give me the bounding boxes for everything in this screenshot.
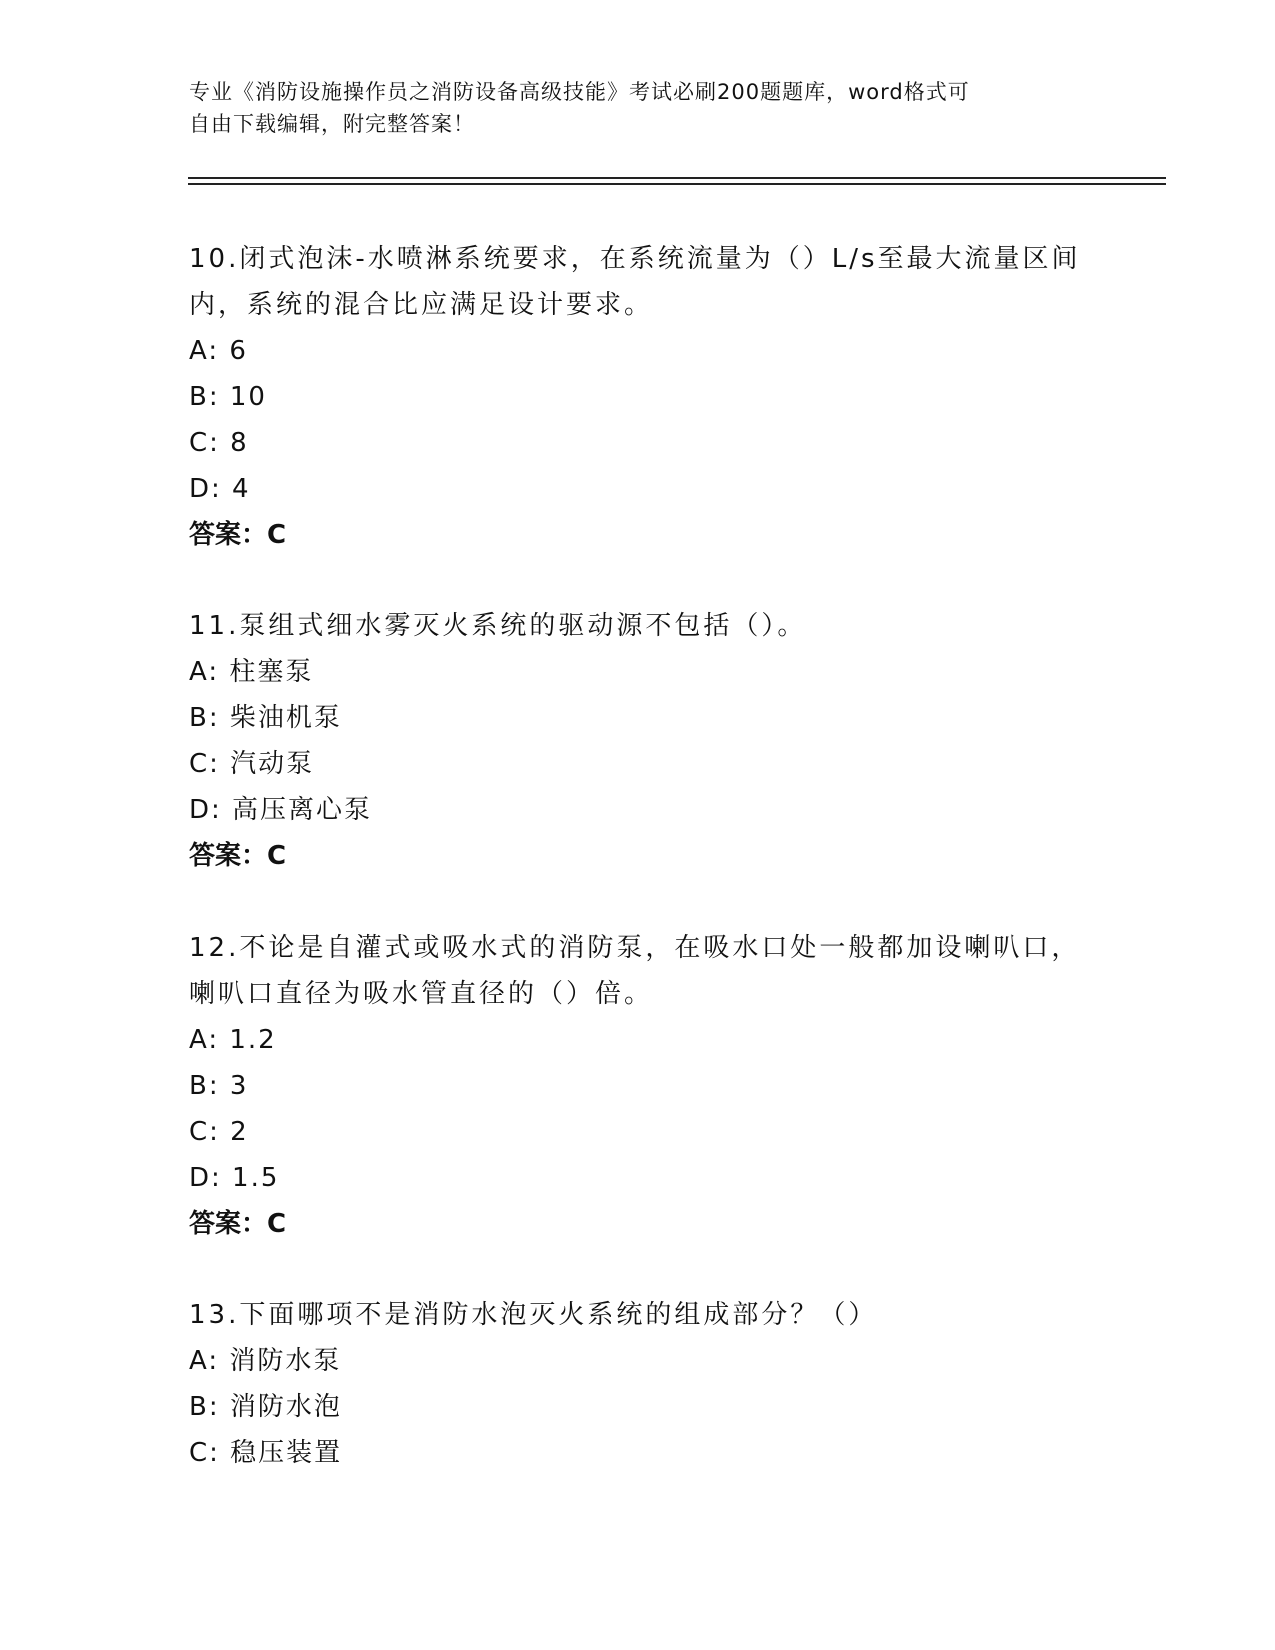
option-b: B: 消防水泡 [189,1392,342,1422]
header-divider-top [188,177,1166,179]
header-line-2: 自由下载编辑，附完整答案！ [189,112,475,136]
option-b: B: 10 [189,382,267,412]
document-header [189,76,1089,140]
question-11 [189,603,1089,879]
option-a: A: 消防水泵 [189,1346,342,1376]
option-c: C: 稳压装置 [189,1438,343,1468]
header-divider-bottom [188,183,1166,185]
option-d: D: 4 [189,474,251,504]
header-line-1: 专业《消防设施操作员之消防设备高级技能》考试必刷200题题库，word格式可 [189,80,970,104]
option-c: C: 2 [189,1117,249,1147]
question-stem-line: 12.不论是自灌式或吸水式的消防泵，在吸水口处一般都加设喇叭口， [189,933,1081,963]
option-a: A: 1.2 [189,1025,277,1055]
question-stem-line: 11.泵组式细水雾灭火系统的驱动源不包括（）。 [189,611,807,641]
question-stem-line: 内，系统的混合比应满足设计要求。 [189,290,654,320]
option-a: A: 柱塞泵 [189,657,314,687]
question-stem-line: 喇叭口直径为吸水管直径的（）倍。 [189,979,654,1009]
option-a: A: 6 [189,336,248,366]
answer-line: 答案：C [189,841,287,871]
option-b: B: 3 [189,1071,249,1101]
answer-line: 答案：C [189,520,287,550]
option-c: C: 汽动泵 [189,749,315,779]
question-13 [189,1292,1089,1476]
question-stem-line: 10.闭式泡沫-水喷淋系统要求，在系统流量为（）L/s至最大流量区间 [189,244,1081,274]
option-d: D: 高压离心泵 [189,795,373,825]
question-10 [189,236,1089,558]
option-d: D: 1.5 [189,1163,280,1193]
answer-line: 答案：C [189,1209,287,1239]
option-c: C: 8 [189,428,249,458]
option-b: B: 柴油机泵 [189,703,342,733]
question-12 [189,925,1089,1247]
question-stem-line: 13.下面哪项不是消防水泡灭火系统的组成部分？（） [189,1300,878,1330]
